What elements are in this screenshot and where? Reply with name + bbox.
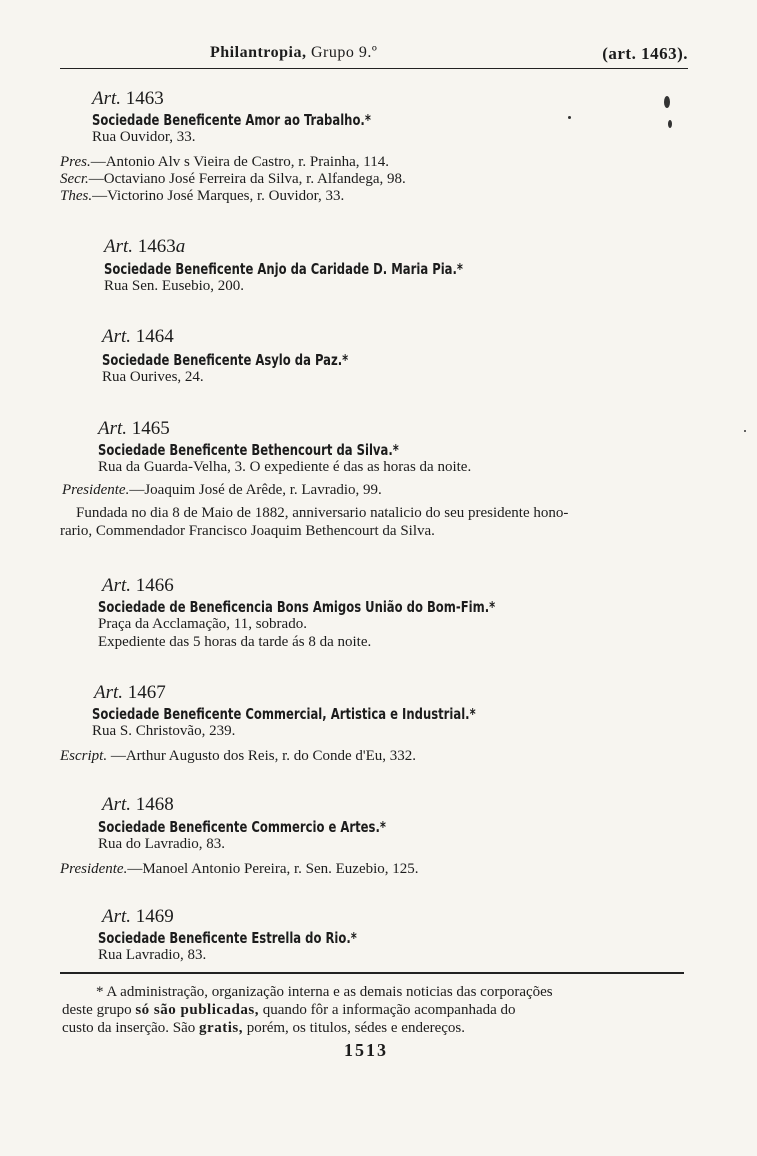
- note-line: rario, Commendador Francisco Joaquim Bethencourt da Silva.: [60, 523, 435, 539]
- article-label: Art. 1468: [102, 794, 174, 815]
- footnote-line-2: deste grupo só são publicadas, quando fôr a informação acompanhada do: [62, 1002, 516, 1018]
- society-name: Sociedade Beneficente Commercial, Artistica e Industrial.*: [92, 705, 476, 723]
- officer-line: Escript. —Arthur Augusto dos Reis, r. do Conde d'Eu, 332.: [60, 748, 417, 764]
- scan-speck: [668, 120, 672, 128]
- hours-line: Expediente das 5 horas da tarde ás 8 da noite.: [98, 634, 372, 650]
- article-label: Art. 1463a: [104, 236, 186, 257]
- officer-line: Thes.—Victorino José Marques, r. Ouvidor, 33.: [60, 188, 345, 204]
- officer-line: Presidente.—Manoel Antonio Pereira, r. Sen. Euzebio, 125.: [60, 861, 419, 877]
- scan-speck: [744, 430, 746, 432]
- running-header: [60, 44, 688, 69]
- group-label: Grupo 9.º: [310, 44, 378, 61]
- article-label: Art. 1465: [98, 418, 170, 439]
- society-name: Sociedade de Beneficencia Bons Amigos União do Bom-Fim.*: [98, 598, 496, 616]
- society-name: Sociedade Beneficente Asylo da Paz.*: [102, 351, 349, 369]
- officer-line: Presidente.—Joaquim José de Arêde, r. Lavradio, 99.: [62, 482, 382, 498]
- address: Rua S. Christovão, 239.: [92, 723, 236, 739]
- address: Rua Ourives, 24.: [102, 369, 204, 385]
- society-name: Sociedade Beneficente Commercio e Artes.*: [98, 818, 386, 836]
- scan-speck: [568, 116, 571, 119]
- officer-line: Secr.—Octaviano José Ferreira da Silva, r. Alfandega, 98.: [60, 171, 406, 187]
- article-label: Art. 1466: [102, 575, 174, 596]
- article-label: Art. 1467: [94, 682, 166, 703]
- footnote-line-1: * A administração, organização interna e as demais noticias das corporações: [96, 984, 553, 1000]
- address: Rua da Guarda-Velha, 3. O expediente é das as horas da noite.: [98, 459, 472, 475]
- address: Rua do Lavradio, 83.: [98, 836, 226, 852]
- running-title: Philantropia, Grupo 9.º: [210, 44, 378, 61]
- page-number: 1513: [344, 1040, 388, 1060]
- society-name: Sociedade Beneficente Anjo da Caridade D. Maria Pia.*: [104, 260, 463, 278]
- scan-speck: [664, 96, 670, 108]
- note-line: Fundada no dia 8 de Maio de 1882, anniversario natalicio do seu presidente hono-: [76, 505, 569, 521]
- article-reference: (art. 1463).: [602, 44, 688, 63]
- footnote-line-3: custo da inserção. São gratis, porém, os titulos, sédes e endereços.: [62, 1020, 465, 1036]
- article-label: Art. 1463: [92, 88, 164, 109]
- address: Rua Lavradio, 83.: [98, 947, 207, 963]
- society-name: Sociedade Beneficente Amor ao Trabalho.*: [92, 111, 371, 129]
- article-label: Art. 1464: [102, 326, 174, 347]
- address: Rua Ouvidor, 33.: [92, 129, 196, 145]
- address: Praça da Acclamação, 11, sobrado.: [98, 616, 307, 632]
- officer-line: Pres.—Antonio Alv s Vieira de Castro, r. Prainha, 114.: [60, 154, 389, 170]
- footnote-rule: [60, 972, 684, 974]
- society-name: Sociedade Beneficente Estrella do Rio.*: [98, 929, 357, 947]
- society-name: Sociedade Beneficente Bethencourt da Silva.*: [98, 441, 399, 459]
- article-label: Art. 1469: [102, 906, 174, 927]
- address: Rua Sen. Eusebio, 200.: [104, 278, 244, 294]
